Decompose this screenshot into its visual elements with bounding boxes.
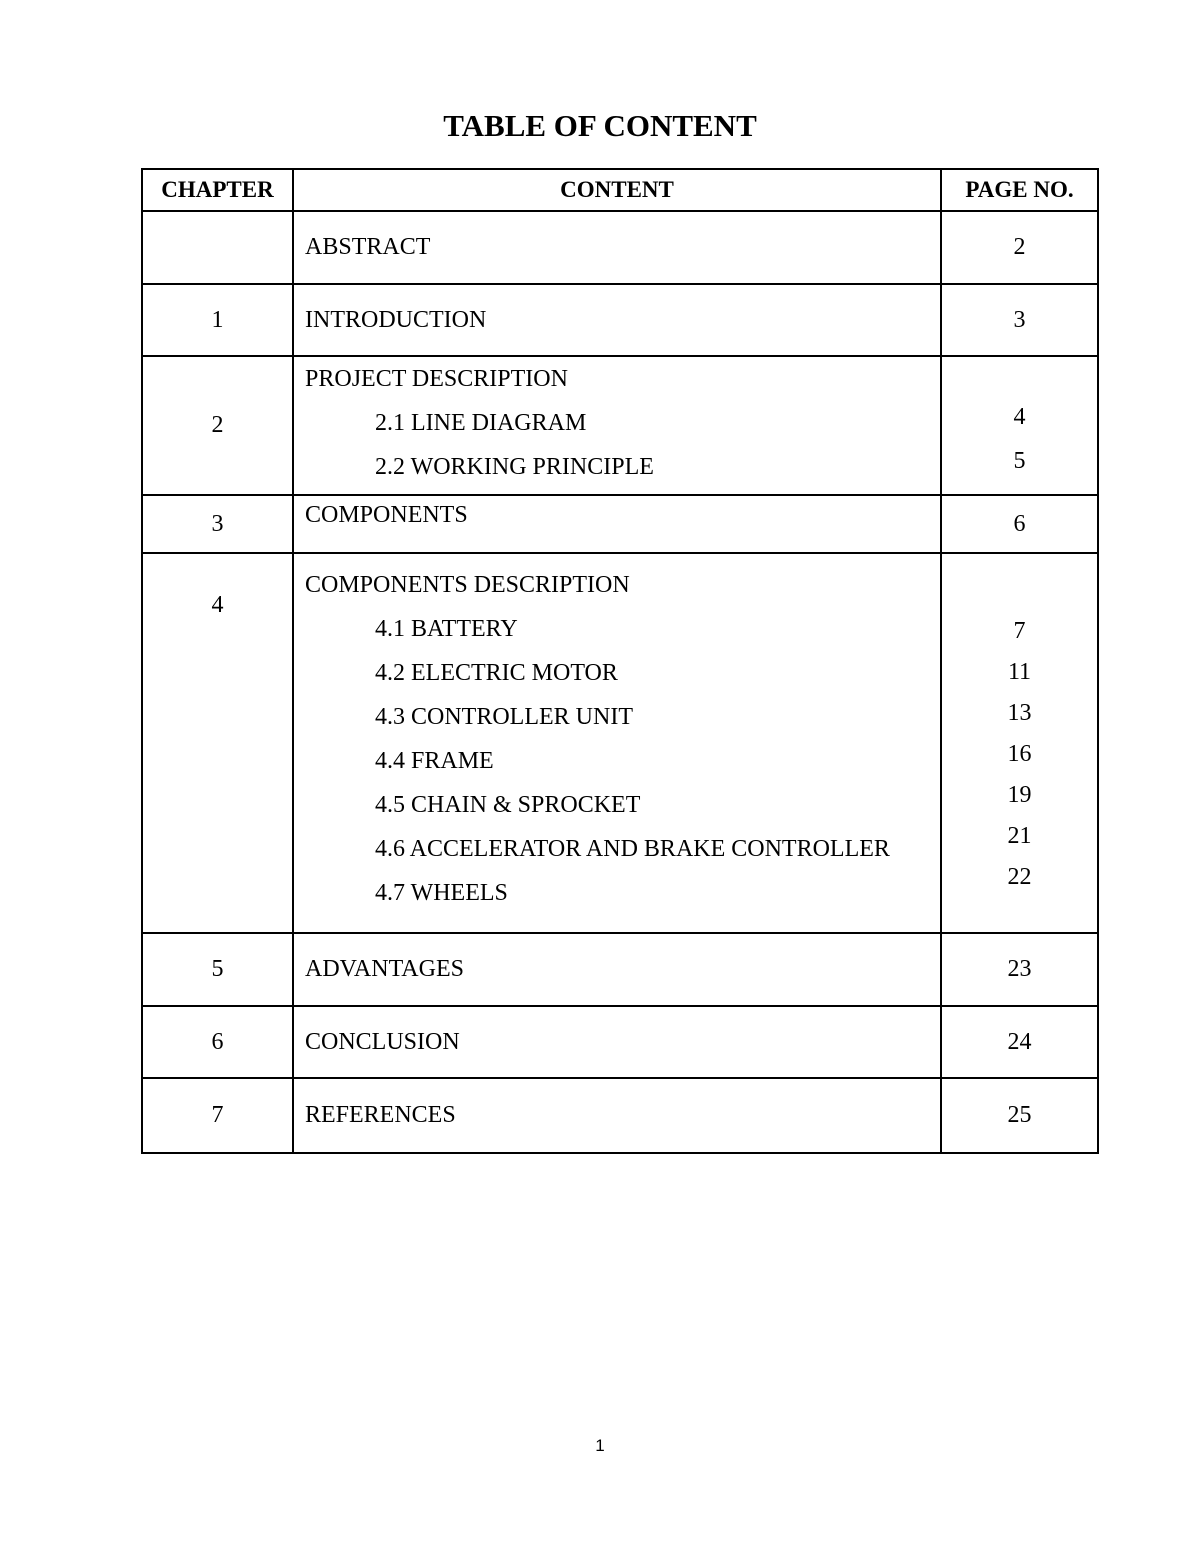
chapter-number: 6	[142, 1006, 293, 1078]
subsection-title: 4.2 ELECTRIC MOTOR	[375, 660, 618, 686]
toc-table	[141, 168, 1099, 1154]
table-row	[142, 356, 1098, 495]
table-row	[142, 1078, 1098, 1153]
content-title: ABSTRACT	[293, 211, 941, 284]
page-number: 19	[1007, 782, 1032, 808]
subsection-title: 4.6 ACCELERATOR AND BRAKE CONTROLLER	[375, 836, 890, 862]
subsection-title: 2.1 LINE DIAGRAM	[375, 410, 587, 436]
table-row	[142, 495, 1098, 553]
page-number: 5	[1013, 448, 1026, 474]
content-title: PROJECT DESCRIPTION	[305, 366, 568, 392]
table-row	[142, 553, 1098, 933]
content-title: COMPONENTS	[293, 495, 941, 553]
content-title: REFERENCES	[293, 1078, 941, 1153]
table-row	[142, 284, 1098, 356]
page-number: 13	[1007, 700, 1032, 726]
subsection-title: 4.3 CONTROLLER UNIT	[375, 704, 633, 730]
page-number: 22	[1007, 864, 1032, 890]
table-header-row	[142, 169, 1098, 211]
page-number: 6	[941, 495, 1098, 553]
page-number: 25	[941, 1078, 1098, 1153]
content-cell	[293, 553, 941, 933]
content-title: CONCLUSION	[293, 1006, 941, 1078]
page-number: 24	[941, 1006, 1098, 1078]
chapter-number: 2	[142, 356, 293, 495]
subsection-title: 4.1 BATTERY	[375, 616, 518, 642]
subsection-title: 4.5 CHAIN & SPROCKET	[375, 792, 641, 818]
chapter-number	[142, 211, 293, 284]
content-title: COMPONENTS DESCRIPTION	[305, 572, 630, 598]
chapter-number: 3	[142, 495, 293, 553]
page-cell	[941, 553, 1098, 933]
page-number: 4	[1013, 404, 1026, 430]
page-number: 7	[1013, 618, 1026, 644]
table-row	[142, 933, 1098, 1006]
page-number: 3	[941, 284, 1098, 356]
table-row	[142, 1006, 1098, 1078]
content-title: INTRODUCTION	[293, 284, 941, 356]
chapter-number: 1	[142, 284, 293, 356]
chapter-number: 7	[142, 1078, 293, 1153]
header-chapter: CHAPTER	[142, 169, 293, 211]
chapter-number: 5	[142, 933, 293, 1006]
page-title: TABLE OF CONTENT	[443, 108, 757, 143]
page-footer-number: 1	[595, 1436, 605, 1455]
subsection-title: 4.7 WHEELS	[375, 880, 508, 906]
content-cell	[293, 356, 941, 495]
page-number: 21	[1007, 823, 1032, 849]
subsection-title: 2.2 WORKING PRINCIPLE	[375, 454, 654, 480]
header-content: CONTENT	[293, 169, 941, 211]
subsection-title: 4.4 FRAME	[375, 748, 494, 774]
table-row	[142, 211, 1098, 284]
content-title: ADVANTAGES	[293, 933, 941, 1006]
chapter-number: 4	[142, 553, 293, 933]
page-number: 23	[941, 933, 1098, 1006]
page-number: 11	[1007, 659, 1032, 685]
page-number: 2	[941, 211, 1098, 284]
page-number: 16	[1007, 741, 1032, 767]
header-page: PAGE NO.	[941, 169, 1098, 211]
page-cell	[941, 356, 1098, 495]
